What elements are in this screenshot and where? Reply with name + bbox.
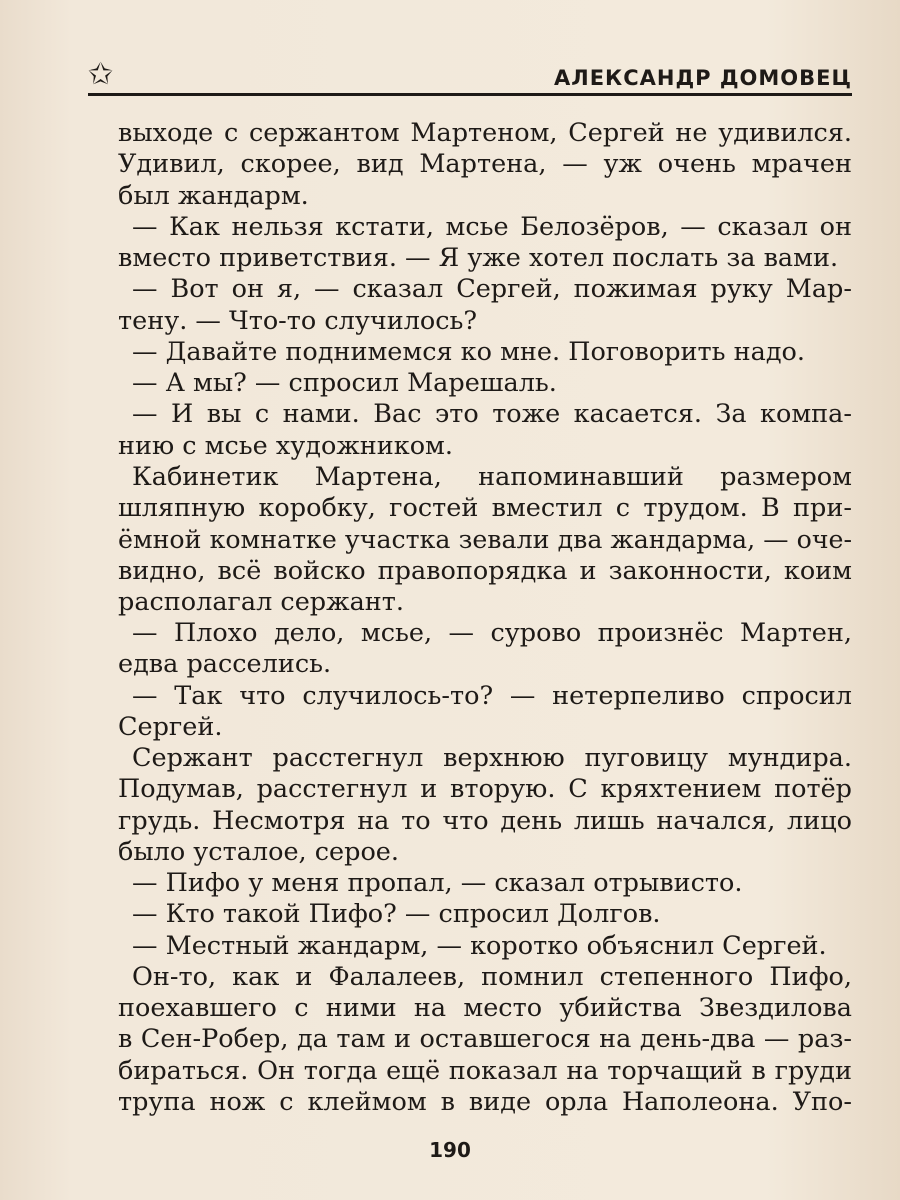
text-line: — А мы? — спросил Марешаль. (132, 368, 557, 398)
page-header (88, 58, 852, 96)
text-line: Сергей. (118, 711, 223, 742)
text-line: шляпную коробку, гостей вместил с трудом. В при- (118, 493, 852, 523)
text-line: — Плохо дело, мсье, — сурово произнёс Мартен, (132, 618, 852, 648)
text-line: бираться. Он тогда ещё показал на торчащий в груди (118, 1055, 852, 1086)
text-line: вместо приветствия. — Я уже хотел послать за вами. (118, 243, 839, 273)
text-line: — Кто такой Пифо? — спросил Долгов. (132, 899, 661, 930)
text-line: нию с мсье художником. (118, 430, 453, 461)
text-line: — Пифо у меня пропал, — сказал отрывисто. (132, 868, 743, 898)
text-line: трупа нож с клеймом в виде орла Наполеона. Упо- (118, 1086, 852, 1117)
text-line: Он-то, как и Фалалеев, помнил степенного Пифо, (132, 961, 852, 992)
text-line: поехавшего с ними на место убийства Звездилова (118, 993, 852, 1023)
text-line: — Местный жандарм, — коротко объяснил Сергей. (132, 930, 827, 961)
body-text (118, 118, 852, 1118)
text-line: — Вот он я, — сказал Сергей, пожимая руку Мар- (132, 274, 852, 305)
text-line: едва расселись. (118, 649, 332, 680)
text-line: был жандарм. (118, 180, 309, 211)
text-line: в Сен-Робер, да там и оставшегося на день-два — раз- (118, 1024, 852, 1055)
running-head-author: АЛЕКСАНДР ДОМОВЕЦ (554, 66, 852, 90)
text-line: грудь. Несмотря на то что день лишь начался, лицо (118, 805, 852, 836)
text-line: Сержант расстегнул верхнюю пуговицу мундира. (132, 743, 852, 773)
text-line: тену. — Что-то случилось? (118, 305, 478, 336)
text-line: — Так что случилось-то? — нетерпеливо спросил (132, 680, 852, 711)
text-line: — Давайте поднимемся ко мне. Поговорить надо. (132, 336, 805, 367)
text-line: было усталое, серое. (118, 836, 399, 867)
text-line: выходе с сержантом Мартеном, Сергей не удивился. (118, 118, 852, 148)
text-line: Кабинетик Мартена, напоминавший размером (132, 461, 852, 492)
text-line: Удивил, скорее, вид Мартена, — уж очень мрачен (118, 149, 852, 180)
star-icon: ✩ (88, 57, 114, 92)
text-line: — Как нельзя кстати, мсье Белозёров, — сказал он (132, 211, 852, 242)
text-line: — И вы с нами. Вас это тоже касается. За компа- (132, 399, 852, 430)
text-line: видно, всё войско правопорядка и законности, коим (118, 555, 852, 586)
text-line: Подумав, расстегнул и вторую. С кряхтением потёр (118, 774, 852, 805)
text-line: ёмной комнатке участка зевали два жандарма, — оче- (118, 525, 852, 555)
text-line: располагал сержант. (118, 586, 404, 617)
page-number: 190 (429, 1138, 471, 1162)
header-rule (88, 93, 852, 96)
